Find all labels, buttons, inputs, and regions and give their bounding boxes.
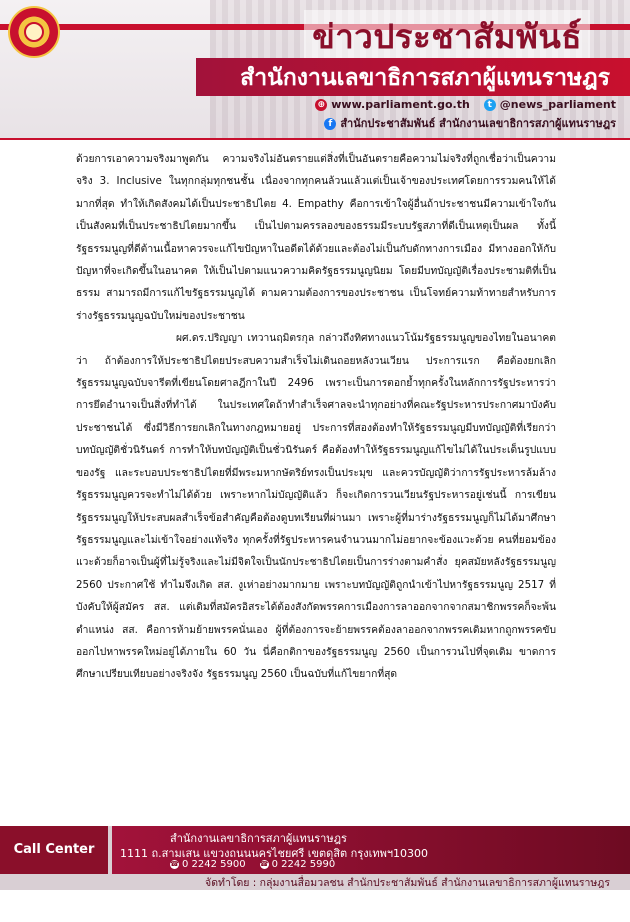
paragraph-1: ด้วยการเอาความจริงมาพูดกัน ความจริงไม่อันตรายแต่สิ่งที่เป็นอันตรายคือความไม่จริงที่ถูกเชื่อว่าเป็นความจริง 3. Inclusive ในทุกกลุ่มทุกชนชั้น เนื่องจากทุกคนล้วนแล้วแต่เป็นเจ้าของประเทศโดยการรวมคนให้ได้มากที่สุด ทำให้เกิดสังคมได้เป็นประชาธิปไตย 4. Empathy คือการเข้าใจผู้อื่นถ้าประชาชนมีความเข้าใจกัน เป็นสังคมที่เป็นประชาธิปไตยมากขึ้น เป็นไปตามครรลองของธรรมมีระบบรัฐสภาที่ดีเป็นเหตุเป็นผล ทั้งนี้ รัฐธรรมนูญที่ดีต้านเนื้อหาควรจะแก้ไขปัญหาในอดีตได้ด้วยและต้องไม่เป็นกับดักทางการเมือง มีทางออกให้กับปัญหาที่จะเกิดขึ้นในอนาคต ให้เป็นไปตามแนวความคิดรัฐธรรมนูญนิยม โดยมีบทบัญญัติเรื่องประชามติที่เป็นธรรม สามารถมีการแก้ไขรัฐธรรมนูญได้ ตามความต้องการของประชาชน เป็นโจทย์ความท้าทายสำหรับการร่างรัฐธรรมนูญฉบับใหม่ของประชาชน — [76, 153, 556, 322]
facebook-link[interactable] — [324, 114, 616, 132]
phone-2 — [260, 859, 336, 870]
phone-1 — [170, 859, 246, 870]
globe-icon: ⊕ — [315, 99, 327, 111]
twitter-icon: t — [484, 99, 496, 111]
article-body — [76, 148, 556, 686]
phone-2-text: 0 2242 5990 — [271, 859, 336, 870]
header-subtitle: สำนักงานเลขาธิการสภาผู้แทนราษฎร — [240, 65, 610, 91]
footer-org: สำนักงานเลขาธิการสภาผู้แทนราษฎร — [170, 832, 347, 845]
phone-1-text: 0 2242 5900 — [182, 859, 246, 870]
header-title: ข่าวประชาสัมพันธ์ — [304, 10, 590, 63]
footer-address: 1111 ถ.สามเสน แขวงถนนนครไชยศรี เขตดุสิต กรุงเทพฯ10300 — [120, 847, 429, 860]
fax-icon: ☎ — [259, 859, 269, 868]
website-text: www.parliament.go.th — [331, 98, 470, 111]
footer-credit: จัดทำโดย : กลุ่มงานสื่อมวลชน สำนักประชาสัมพันธ์ สำนักงานเลขาธิการสภาผู้แทนราษฎร — [205, 877, 610, 889]
parliament-logo-icon — [8, 6, 60, 58]
twitter-text: @news_parliament — [499, 98, 616, 111]
facebook-icon: f — [324, 118, 336, 130]
website-link[interactable] — [315, 98, 470, 111]
header-divider — [0, 138, 630, 140]
facebook-text: สำนักประชาสัมพันธ์ สำนักงานเลขาธิการสภาผู้แทนราษฎร — [340, 117, 616, 130]
footer-phones — [170, 859, 335, 870]
paragraph-2: ผศ.ดร.ปริญญา เทวานฤมิตรกุล กล่าวถึงทิศทางแนวโน้มรัฐธรรมนูญของไทยในอนาคตว่า ถ้าต้องการให้ประชาธิปไตยประสบความสำเร็จไม่เดินถอยหลังวนเวียน ประการแรก คือต้องยกเลิกรัฐธรรมนูญฉบับจารีตที่เขียนโดยศาลฎีกาในปี 2496 เพราะเป็นการตอกย้ำทุกครั้งในหลักการรัฐประหารว่า การยึดอำนาจเป็นสิ่งที่ทำได้ ในประเทศใดถ้าทำสำเร็จศาลจะนำทุกอย่างที่คณะรัฐประหารประกาศมาบังคับประชาชนได้ ซึ่งมีวิธีการยกเลิกในทางกฎหมายอยู่ ประการที่สองต้องทำให้รัฐธรรมนูญมีบทบัญญัติที่เรียกว่าบทบัญญัติชั่วนิรันดร์ การทำให้บทบัญญัติเป็นชั่วนิรันดร์ คือต้องทำให้รัฐธรรมนูญแก้ไขไม่ได้ในประเด็นรูปแบบของรัฐ และระบอบประชาธิปไตยที่มีพระมหากษัตริย์ทรงเป็นประมุข และควรบัญญัติว่าการรัฐประหารล้มล้างรัฐธรรมนูญควรจะทำไม่ได้ด้วย เพราะหากไม่บัญญัติแล้ว ก็จะเกิดการวนเวียนรัฐประหารอยู่เช่นนี้ การเขียนรัฐธรรมนูญให้ประสบผลสำเร็จข้อสำคัญคือต้องดูบทเรียนที่ผ่านมา เพราะผู้ที่มาร่างรัฐธรรมนูญก็ไม่ได้มาศึกษารัฐธรรมนูญและไม่เข้าใจอย่างแท้จริง ทุกครั้งที่รัฐประหารคนจำนวนมากไม่อยากจะข้องแวะด้วย คนที่ยอมข้องแวะด้วยก็อาจเป็นผู้ที่ไม่รู้จริงและไม่มีจิตใจเป็นนักประชาธิปไตยเป็นการร่างตามคำสั่ง ยุคสมัยหลังรัฐธรรมนูญ 2560 ประกาศใช้ ทำไมจึงเกิด สส. งูเห่าอย่างมากมาย เพราะบทบัญญัติถูกนำเข้าไปหารัฐธรรมนูญ 2517 ที่บังคับให้ผู้สมัคร สส. แต่เดิมที่สมัครอิสระได้ต้องสังกัดพรรคการเมืองการลาออกจากจากสมาชิกพรรคก็จะพ้นตำแหน่ง สส. คือการห้ามย้ายพรรคนั่นเอง ผู้ที่ต้องการจะย้ายพรรคต้องลาออกจากพรรคเดิมหากถูกพรรคขับออกไปหาพรรคใหม่อยู่ได้ภายใน 60 วัน นี่คือกติกาของรัฐธรรมนูญ 2560 เป็นการวนไปที่จุดเดิม ขาดการศึกษาเปรียบเทียบอย่างจริงจัง รัฐธรรมนูญ 2560 เป็นฉบับที่แก้ไขยากที่สุด — [76, 332, 556, 681]
twitter-link[interactable] — [484, 98, 616, 111]
contact-row — [315, 98, 616, 111]
phone-icon: ☎ — [170, 859, 179, 868]
call-center: Call Center 1743 — [0, 826, 108, 874]
